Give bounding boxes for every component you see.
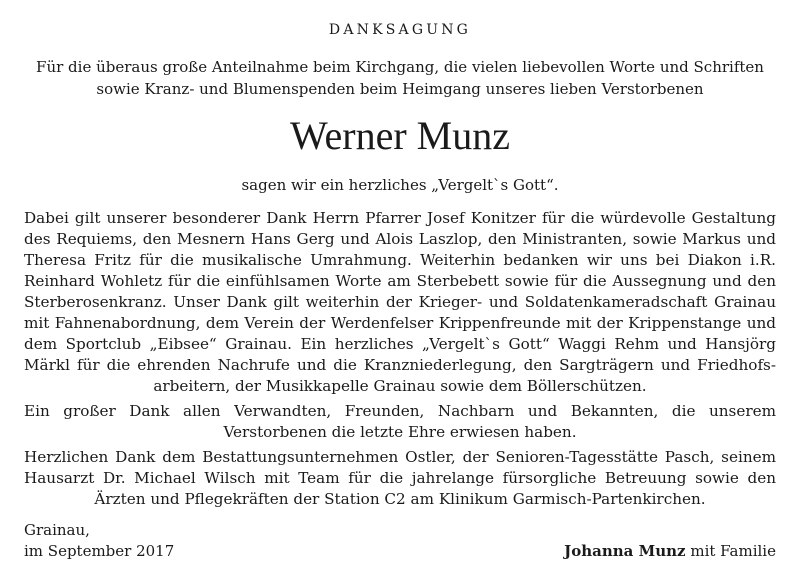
deceased-name: Werner Munz — [289, 113, 511, 158]
thanks-line: sagen wir ein herzliches „Vergelt`s Gott“. — [241, 176, 559, 194]
place-and-date — [24, 520, 174, 562]
intro-line-1: Für die überaus große Anteilnahme beim Kirchgang, die vielen liebevollen Worte und Schriften — [36, 58, 764, 76]
signature-name: Johanna Munz — [564, 542, 686, 560]
signature-suffix: mit Familie — [690, 542, 776, 560]
notice-body — [24, 208, 776, 510]
intro-text — [20, 56, 780, 100]
place: Grainau, — [24, 521, 90, 539]
date: im September 2017 — [24, 542, 175, 560]
notice-heading: DANKSAGUNG — [328, 22, 472, 38]
intro-line-2: sowie Kranz- und Blumenspenden beim Heimgang unseres lieben Verstorbenen — [96, 80, 704, 98]
paragraph-medical-thanks: Herzlichen Dank dem Bestattungsunternehmen Ostler, der Senioren-Tagesstätte Pasch, seinem Hausarzt Dr. Michael Wilsch mit Team für die jahrelange fürsorgliche Betreuung sowie den Ärzten und Pflegekräften der Station C2 am Klinikum Garmisch-Partenkirchen. — [24, 448, 776, 508]
signature — [564, 541, 776, 562]
paragraph-acknowledgements: Dabei gilt unserer besonderer Dank Herrn Pfarrer Josef Konitzer für die würdevolle Gestaltung des Requiems, den Mesnern Hans Gerg und Alois Laszlop, den Ministranten, sowie Markus und Theresa Fritz für die musikalische Umrahmung. Weiterhin bedanken wir uns bei Diakon i.R. Reinhard Wohletz für die einfühlsamen Worte am Sterbebett sowie für die Aussegnung und den Sterberosenkranz. Unser Dank gilt weiterhin der Krieger- und Soldatenkameradschaft Grainau mit Fahnenabordnung, dem Verein der Werdenfelser Krippenfreunde mit der Krippenstange und dem Sportclub „Eibsee“ Grainau. Ein herzliches „Vergelt`s Gott“ Waggi Rehm und Hansjörg Märkl für die ehrenden Nachrufe und die Kranzniederlegung, den Sargträgern und Friedhofsarbeitern, der Musikkapelle Grainau sowie dem Böllerschützen. — [24, 209, 776, 395]
paragraph-relatives: Ein großer Dank allen Verwandten, Freunden, Nachbarn und Bekannten, die unserem Verstorbenen die letzte Ehre erwiesen haben. — [24, 402, 776, 441]
